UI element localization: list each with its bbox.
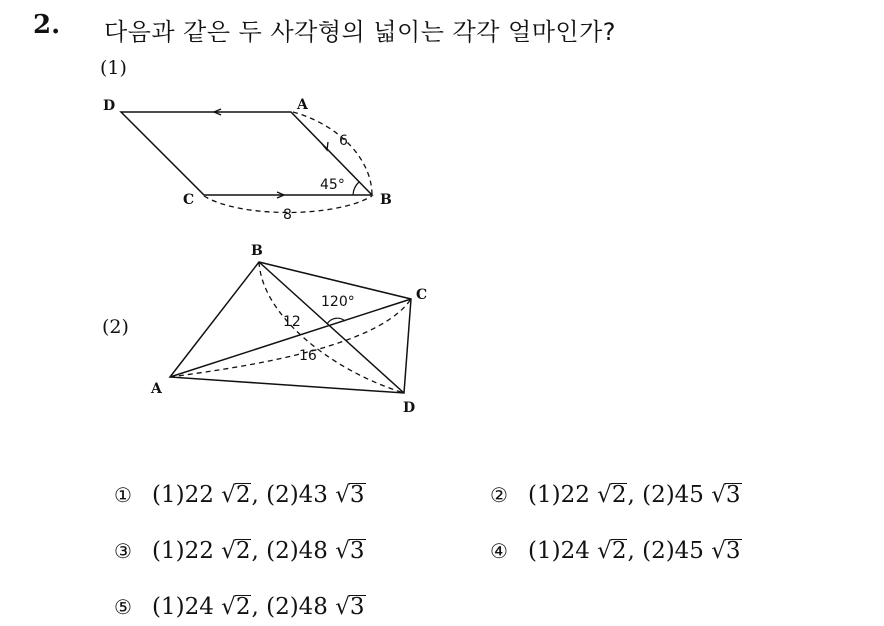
sqrt-symbol: √: [597, 482, 612, 508]
vertex-c-label: C: [183, 192, 195, 208]
choice-radicand-2: 3: [725, 538, 741, 564]
intersection-angle-value: 120°: [321, 294, 355, 310]
choice-radicand-1: 2: [235, 538, 251, 564]
choice-radicand-2: 3: [349, 538, 365, 564]
part-1-label: (1): [100, 57, 127, 79]
choice-part2-value: , (2)48: [251, 538, 328, 564]
vertex-c-label: C: [416, 287, 428, 303]
choice-part1-value: (1)22: [152, 538, 214, 564]
sqrt-symbol: √: [597, 538, 612, 564]
diagonal-ac-length: 16: [299, 348, 317, 364]
sqrt-symbol: √: [221, 538, 236, 564]
diagonal-bd: [259, 262, 404, 393]
choice-radicand-1: 2: [235, 482, 251, 508]
choice-part1-value: (1)22: [528, 482, 590, 508]
choice-radicand-2: 3: [725, 482, 741, 508]
sqrt-symbol: √: [335, 482, 350, 508]
choice-part2-value: , (2)43: [251, 482, 328, 508]
sqrt-symbol: √: [221, 594, 236, 620]
choice-part1-value: (1)24: [152, 594, 214, 620]
answer-choice-5[interactable]: [114, 594, 366, 620]
choice-part2-value: , (2)45: [627, 538, 704, 564]
answer-choice-1[interactable]: [114, 482, 366, 508]
choice-number: ①: [114, 483, 132, 507]
side-cb-length: 8: [283, 207, 292, 223]
choice-part1-value: (1)22: [152, 482, 214, 508]
choice-number: ②: [490, 483, 508, 507]
choice-radicand-2: 3: [349, 482, 365, 508]
vertex-d-label: D: [103, 98, 116, 114]
side-ab-length: 6: [339, 133, 348, 149]
vertex-a-label: A: [297, 97, 308, 113]
choice-number: ⑤: [114, 595, 132, 619]
choice-part2-value: , (2)48: [251, 594, 328, 620]
sqrt-symbol: √: [711, 482, 726, 508]
answer-choice-3[interactable]: [114, 538, 366, 564]
choice-part1-value: (1)24: [528, 538, 590, 564]
answer-choice-2[interactable]: [490, 482, 742, 508]
sqrt-symbol: √: [335, 594, 350, 620]
question-text: 다음과 같은 두 사각형의 넓이는 각각 얼마인가?: [104, 18, 617, 46]
sqrt-symbol: √: [335, 538, 350, 564]
vertex-b-label: B: [251, 243, 263, 259]
part-2-label: (2): [102, 316, 129, 338]
sqrt-symbol: √: [711, 538, 726, 564]
choice-radicand-1: 2: [611, 482, 627, 508]
choice-number: ③: [114, 539, 132, 563]
vertex-a-label: A: [151, 381, 162, 397]
angle-b-value: 45°: [320, 177, 345, 193]
choice-radicand-1: 2: [611, 538, 627, 564]
answer-choice-4[interactable]: [490, 538, 742, 564]
choice-radicand-2: 3: [349, 594, 365, 620]
question-number: 2.: [33, 10, 61, 40]
vertex-d-label: D: [403, 400, 416, 416]
diagonal-bd-length: 12: [283, 314, 301, 330]
diagonal-ac: [170, 299, 411, 377]
vertex-b-label: B: [380, 192, 392, 208]
choice-number: ④: [490, 539, 508, 563]
choice-part2-value: , (2)45: [627, 482, 704, 508]
choice-radicand-1: 2: [235, 594, 251, 620]
sqrt-symbol: √: [221, 482, 236, 508]
